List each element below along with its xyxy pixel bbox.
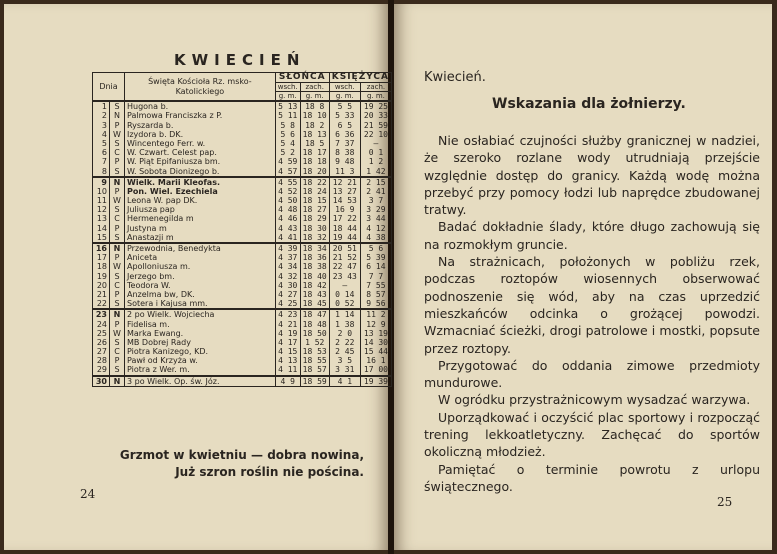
day-number: 29 bbox=[96, 365, 107, 375]
day-number: 16 bbox=[95, 244, 107, 254]
sunrise: 5 13 bbox=[278, 102, 298, 112]
day-number-cell bbox=[93, 376, 110, 387]
moonrise: 6 5 bbox=[337, 120, 353, 130]
feast-name: W. Czwart. Celest pap. bbox=[127, 148, 217, 158]
right-month-label: Kwiecień. bbox=[424, 70, 486, 85]
day-number-cell bbox=[93, 101, 110, 177]
sunrise: 4 21 bbox=[278, 319, 298, 329]
sunrise: 4 15 bbox=[278, 347, 298, 357]
moonrise: 21 52 bbox=[332, 253, 357, 263]
weekday: N bbox=[114, 111, 120, 121]
moonrise: 23 43 bbox=[332, 271, 357, 281]
moonrise: 12 21 bbox=[332, 177, 357, 187]
sunset-cell bbox=[300, 309, 329, 375]
weekday: S bbox=[114, 365, 120, 375]
weekday: C bbox=[114, 347, 120, 357]
day-number: 30 bbox=[95, 376, 107, 386]
moonset: — bbox=[373, 138, 379, 148]
moonset: 16 1 bbox=[366, 356, 386, 366]
col-swieta: Święta Kościoła Rz. msko-Katolickiego bbox=[125, 73, 276, 102]
sunset-cell bbox=[300, 376, 329, 387]
feast-name: Justyna m bbox=[127, 223, 167, 233]
feast-name-cell bbox=[125, 177, 276, 243]
sunrise-cell bbox=[275, 101, 300, 177]
day-number: 1 bbox=[101, 102, 107, 112]
day-number-cell bbox=[93, 243, 110, 309]
calendar-week-row bbox=[93, 243, 392, 309]
sunrise: 5 6 bbox=[280, 129, 295, 139]
moonset: 7 7 bbox=[368, 271, 384, 281]
feast-name: Sotera i Kajusa mm. bbox=[127, 299, 208, 309]
moonset: 0 1 bbox=[368, 148, 384, 158]
moonset: 19 25 bbox=[363, 102, 388, 112]
day-number: 25 bbox=[96, 328, 107, 338]
moonrise: 2 0 bbox=[337, 328, 353, 338]
calendar-week-row bbox=[93, 376, 392, 387]
feast-name: MB Dobrej Rady bbox=[127, 337, 191, 347]
paragraph: W ogródku przystrażnicowym wysadzać warzywa. bbox=[438, 392, 751, 408]
sunrise: 4 25 bbox=[278, 299, 298, 309]
sunset-cell bbox=[300, 177, 329, 243]
sunset: 18 29 bbox=[302, 214, 327, 224]
left-page bbox=[4, 4, 388, 550]
sunrise: 4 11 bbox=[278, 365, 298, 375]
feast-name-cell bbox=[125, 101, 276, 177]
weekday: W bbox=[113, 129, 121, 139]
feast-name: W. Sobota Dionizego b. bbox=[127, 166, 220, 176]
weekday-cell bbox=[110, 243, 125, 309]
feast-name: Piotra Kanizego, KD. bbox=[127, 347, 209, 357]
day-number: 24 bbox=[96, 319, 107, 329]
weekday: S bbox=[114, 138, 120, 148]
feast-name: Piotra z Wer. m. bbox=[127, 365, 190, 375]
sunset: 18 50 bbox=[302, 328, 327, 338]
sunset: 18 2 bbox=[305, 120, 325, 130]
sunset-cell bbox=[300, 243, 329, 309]
sunset: 18 42 bbox=[302, 280, 327, 290]
weekday: N bbox=[113, 177, 121, 187]
sunset-cell bbox=[300, 101, 329, 177]
moonset: 2 15 bbox=[366, 177, 386, 187]
moonrise: 0 14 bbox=[335, 289, 355, 299]
weekday: P bbox=[114, 223, 120, 233]
moonset: 14 30 bbox=[363, 337, 388, 347]
moonset: 2 41 bbox=[366, 186, 386, 196]
feast-name: Pon. Wiel. Ezechiela bbox=[127, 186, 218, 196]
weekday: S bbox=[114, 232, 120, 242]
moonset-cell bbox=[360, 243, 391, 309]
calendar-body bbox=[93, 101, 392, 386]
moonset: 3 29 bbox=[366, 205, 386, 215]
moonset-cell bbox=[360, 101, 391, 177]
sunrise: 4 27 bbox=[278, 289, 298, 299]
sunrise: 4 17 bbox=[278, 337, 298, 347]
weather-saying bbox=[114, 447, 364, 481]
sunrise: 4 48 bbox=[278, 205, 298, 215]
calendar-week-row bbox=[93, 177, 392, 243]
paragraph: Przygotować do oddania zimowe przedmioty mundurowe. bbox=[424, 357, 760, 391]
sunset: 18 34 bbox=[302, 244, 327, 254]
day-number: 6 bbox=[101, 148, 107, 158]
moonrise: 3 5 bbox=[337, 356, 353, 366]
sunrise-cell bbox=[275, 309, 300, 375]
moonrise: 5 5 bbox=[337, 102, 353, 112]
sunrise-cell bbox=[275, 376, 300, 387]
weekday: N bbox=[113, 376, 121, 386]
moonrise: 13 27 bbox=[332, 186, 357, 196]
feast-name: Przewodnia, Benedykta bbox=[127, 244, 221, 254]
moonrise-cell bbox=[329, 309, 360, 375]
sunset: 18 20 bbox=[302, 166, 327, 176]
feast-name: Leona W. pap DK. bbox=[127, 196, 198, 206]
sunrise: 5 11 bbox=[278, 111, 298, 121]
sunset: 18 17 bbox=[302, 148, 327, 158]
calendar-week-row bbox=[93, 101, 392, 177]
feast-name: Izydora b. DK. bbox=[127, 129, 184, 139]
sunrise: 5 4 bbox=[280, 138, 295, 148]
sunrise: 4 19 bbox=[278, 328, 298, 338]
weekday: S bbox=[114, 337, 120, 347]
moon-zach-header: zach. bbox=[360, 83, 391, 92]
day-number: 14 bbox=[96, 223, 107, 233]
moonrise: 2 45 bbox=[335, 347, 355, 357]
month-title: KWIECIEŃ bbox=[174, 51, 306, 69]
sunset: 18 53 bbox=[302, 347, 327, 357]
sunrise: 5 8 bbox=[280, 120, 295, 130]
moonrise: 9 48 bbox=[335, 157, 355, 167]
day-number: 20 bbox=[96, 280, 107, 290]
paragraph: Uporządkować i oczyścić plac sportowy i rozpocząć trening lekkoatletyczny. Zachęcać do sportów okoliczną młodzież. bbox=[424, 409, 760, 460]
sunset: 18 15 bbox=[302, 196, 327, 206]
day-number: 26 bbox=[96, 337, 107, 347]
moonset: 3 44 bbox=[366, 214, 386, 224]
moonset-cell bbox=[360, 177, 391, 243]
day-number: 27 bbox=[96, 347, 107, 357]
feast-name: Ryszarda b. bbox=[127, 120, 174, 130]
moonset: 5 6 bbox=[368, 244, 384, 254]
moonset: 9 56 bbox=[366, 299, 386, 309]
day-number: 28 bbox=[96, 356, 107, 366]
moonrise: 3 31 bbox=[335, 365, 355, 375]
sunrise: 4 43 bbox=[278, 223, 298, 233]
moonrise: 19 44 bbox=[332, 232, 357, 242]
sunrise: 4 59 bbox=[278, 157, 298, 167]
feast-name: 3 po Wielk. Op. św. Józ. bbox=[127, 376, 220, 386]
sunset: 1 52 bbox=[305, 337, 325, 347]
moonset-cell bbox=[360, 376, 391, 387]
moonrise: 1 14 bbox=[335, 310, 355, 320]
feast-name: Marka Ewang. bbox=[127, 328, 184, 338]
feast-name: Hugona b. bbox=[127, 102, 169, 112]
sunrise: 4 32 bbox=[278, 271, 298, 281]
weekday: P bbox=[114, 356, 120, 366]
sun-wsch-unit: g. m. bbox=[275, 92, 300, 102]
moonrise: 0 52 bbox=[335, 299, 355, 309]
weekday-cell bbox=[110, 177, 125, 243]
day-number: 13 bbox=[96, 214, 107, 224]
moonset: 7 55 bbox=[366, 280, 386, 290]
moonrise: 4 1 bbox=[337, 376, 353, 386]
moonset: 19 39 bbox=[363, 376, 388, 386]
sunset: 18 45 bbox=[302, 299, 327, 309]
moon-zach-unit: g. m. bbox=[360, 92, 391, 102]
feast-name: Apolloniusza m. bbox=[127, 262, 191, 272]
moonset: 21 59 bbox=[363, 120, 388, 130]
moonrise: 16 9 bbox=[335, 205, 355, 215]
moonrise: 2 22 bbox=[335, 337, 355, 347]
moonrise: 7 37 bbox=[335, 138, 355, 148]
weekday: S bbox=[114, 166, 120, 176]
moonrise: 6 36 bbox=[335, 129, 355, 139]
sunrise: 4 9 bbox=[280, 376, 295, 386]
weekday: W bbox=[113, 262, 121, 272]
day-number: 8 bbox=[101, 166, 107, 176]
feast-name: Jerzego bm. bbox=[127, 271, 175, 281]
col-dnia: Dnia bbox=[93, 73, 125, 102]
feast-name: Fidelisa m. bbox=[127, 319, 170, 329]
day-number: 4 bbox=[101, 129, 107, 139]
weekday-cell bbox=[110, 309, 125, 375]
feast-name: Wincentego Ferr. w. bbox=[127, 138, 206, 148]
moonset: 8 57 bbox=[366, 289, 386, 299]
sunset: 18 43 bbox=[302, 289, 327, 299]
moonset: 3 7 bbox=[368, 196, 384, 206]
moonset: 17 00 bbox=[363, 365, 388, 375]
weekday: S bbox=[114, 271, 120, 281]
weekday: C bbox=[114, 148, 120, 158]
feast-name-cell bbox=[125, 309, 276, 375]
sunrise-cell bbox=[275, 243, 300, 309]
calendar-week-row bbox=[93, 309, 392, 375]
feast-name: Hermenegilda m bbox=[127, 214, 194, 224]
moon-wsch-unit: g. m. bbox=[329, 92, 360, 102]
day-number: 23 bbox=[95, 310, 107, 320]
moonset: 15 44 bbox=[363, 347, 388, 357]
moonset: 5 39 bbox=[366, 253, 386, 263]
sunset: 18 8 bbox=[305, 102, 325, 112]
moonset: 20 33 bbox=[363, 111, 388, 121]
moonrise: 20 51 bbox=[332, 244, 357, 254]
right-heading: Wskazania dla żołnierzy. bbox=[492, 96, 686, 112]
moonrise: 5 33 bbox=[335, 111, 355, 121]
moonrise-cell bbox=[329, 243, 360, 309]
day-number: 3 bbox=[101, 120, 107, 130]
calendar-table bbox=[92, 72, 392, 387]
sunset: 18 38 bbox=[302, 262, 327, 272]
page-number-right: 25 bbox=[717, 495, 733, 509]
sunset: 18 18 bbox=[302, 157, 327, 167]
weekday: N bbox=[113, 310, 121, 320]
moonset: 1 42 bbox=[366, 166, 386, 176]
sunset: 18 24 bbox=[302, 186, 327, 196]
sunset: 18 32 bbox=[302, 232, 327, 242]
right-body bbox=[424, 132, 760, 495]
weekday: S bbox=[114, 299, 120, 309]
day-number: 9 bbox=[101, 177, 107, 187]
moonset: 22 10 bbox=[363, 129, 388, 139]
day-number: 5 bbox=[101, 138, 107, 148]
day-number: 2 bbox=[101, 111, 107, 121]
moonrise-cell bbox=[329, 376, 360, 387]
paragraph: Pamiętać o terminie powrotu z urlopu świątecznego. bbox=[424, 461, 760, 494]
weekday-cell bbox=[110, 376, 125, 387]
col-ksiezyca: KSIĘŻYCA bbox=[329, 73, 391, 83]
moonset: 6 14 bbox=[366, 262, 386, 272]
moonrise: 18 44 bbox=[332, 223, 357, 233]
moonset: 13 19 bbox=[363, 328, 388, 338]
sunrise: 4 13 bbox=[278, 356, 298, 366]
sunset: 18 36 bbox=[302, 253, 327, 263]
right-page bbox=[394, 4, 772, 550]
sunrise: 4 30 bbox=[278, 280, 298, 290]
moonrise: 8 38 bbox=[335, 148, 355, 158]
moonrise-cell bbox=[329, 177, 360, 243]
feast-name: Juliusza pap bbox=[127, 205, 175, 215]
feast-name-cell bbox=[125, 376, 276, 387]
sunset: 18 27 bbox=[302, 205, 327, 215]
moonrise-cell bbox=[329, 101, 360, 177]
day-number: 15 bbox=[96, 232, 107, 242]
sun-zach-unit: g. m. bbox=[300, 92, 329, 102]
sunrise: 4 55 bbox=[278, 177, 298, 187]
sunset: 18 40 bbox=[302, 271, 327, 281]
moonrise: 22 47 bbox=[332, 262, 357, 272]
paragraph: Na strażnicach, położonych w pobliżu rzek, podczas roztopów wiosennych obserwować podnoszenie się wód, aby na czas uprzedzić mieszkańców odcinka o grożącej powodzi. Wzmacniać ścieżki, drogi patrolowe i mostki, popsute przez roztopy. bbox=[424, 254, 760, 356]
feast-name-cell bbox=[125, 243, 276, 309]
sun-zach-header: zach. bbox=[300, 83, 329, 92]
sunrise: 4 50 bbox=[278, 196, 298, 206]
weekday: S bbox=[114, 205, 120, 215]
sunset: 18 13 bbox=[302, 129, 327, 139]
sunset: 18 55 bbox=[302, 356, 327, 366]
feast-name: W. Piąt Epifaniusza bm. bbox=[127, 157, 221, 167]
weekday: W bbox=[113, 328, 121, 338]
feast-name: Wielk. Marii Kleofas. bbox=[127, 177, 220, 187]
sunset: 18 59 bbox=[302, 376, 327, 386]
moonset: 4 12 bbox=[366, 223, 386, 233]
moonrise: 11 3 bbox=[335, 166, 355, 176]
sunrise: 4 41 bbox=[278, 232, 298, 242]
day-number: 19 bbox=[96, 271, 107, 281]
sunset: 18 10 bbox=[302, 111, 327, 121]
weekday: P bbox=[114, 253, 120, 263]
page-number-left: 24 bbox=[80, 487, 96, 501]
moon-wsch-header: wsch. bbox=[329, 83, 360, 92]
feast-name: Palmowa Franciszka z P. bbox=[127, 111, 223, 121]
sunset: 18 5 bbox=[305, 138, 325, 148]
weekday: P bbox=[114, 120, 120, 130]
sunrise: 4 46 bbox=[278, 214, 298, 224]
sunset: 18 47 bbox=[302, 310, 327, 320]
weekday: P bbox=[114, 186, 120, 196]
moonrise: 14 53 bbox=[332, 196, 357, 206]
sunset: 18 22 bbox=[302, 177, 327, 187]
moonset: 12 9 bbox=[366, 319, 386, 329]
day-number: 22 bbox=[96, 299, 107, 309]
sunrise: 4 39 bbox=[278, 244, 298, 254]
weekday: P bbox=[114, 319, 120, 329]
day-number: 21 bbox=[96, 289, 107, 299]
sunrise: 5 2 bbox=[280, 148, 295, 158]
moonrise: — bbox=[342, 280, 348, 290]
col-slonca: SŁOŃCA bbox=[275, 73, 329, 83]
day-number: 11 bbox=[96, 196, 107, 206]
paragraph: Badać dokładnie ślady, które długo zachowują się na rozmokłym gruncie. bbox=[424, 219, 760, 252]
sunrise-cell bbox=[275, 177, 300, 243]
weekday-cell bbox=[110, 101, 125, 177]
day-number-cell bbox=[93, 177, 110, 243]
sunset: 18 30 bbox=[302, 223, 327, 233]
moonrise: 1 38 bbox=[335, 319, 355, 329]
day-number: 12 bbox=[96, 205, 107, 215]
weekday: W bbox=[113, 196, 121, 206]
weekday: S bbox=[114, 102, 120, 112]
feast-name: Anastazji m bbox=[127, 232, 174, 242]
moonset: 11 2 bbox=[366, 310, 386, 320]
feast-name: 2 po Wielk. Wojciecha bbox=[127, 310, 215, 320]
weekday: P bbox=[114, 289, 120, 299]
saying-line-1: Grzmot w kwietniu — dobra nowina, bbox=[119, 448, 364, 462]
paragraph: Nie osłabiać czujności służby granicznej w nadziei, że szeroko rozlane wody utrudniają przejście względnie dostęp do granicy. Każdą wodę można przebyć przy pomocy łodzi lub naprędce zbudowanej tratwy. bbox=[424, 133, 760, 218]
sunrise: 4 52 bbox=[278, 186, 298, 196]
feast-name: Teodora W. bbox=[127, 280, 171, 290]
saying-line-2: Już szron roślin nie pościna. bbox=[175, 465, 364, 479]
moonset: 1 2 bbox=[368, 157, 384, 167]
feast-name: Pawł od Krzyża w. bbox=[127, 356, 198, 366]
sunset: 18 57 bbox=[302, 365, 327, 375]
moonset: 4 38 bbox=[366, 232, 386, 242]
feast-name: Anzelma bw, DK. bbox=[127, 289, 195, 299]
weekday: P bbox=[114, 157, 120, 167]
moonset-cell bbox=[360, 309, 391, 375]
sunrise: 4 23 bbox=[278, 310, 298, 320]
day-number: 10 bbox=[96, 186, 107, 196]
day-number: 17 bbox=[96, 253, 107, 263]
moonrise: 17 22 bbox=[332, 214, 357, 224]
sunrise: 4 57 bbox=[278, 166, 298, 176]
weekday: C bbox=[114, 280, 120, 290]
sun-wsch-header: wsch. bbox=[275, 83, 300, 92]
weekday: C bbox=[114, 214, 120, 224]
weekday: N bbox=[113, 244, 121, 254]
sunrise: 4 37 bbox=[278, 253, 298, 263]
sunrise: 4 34 bbox=[278, 262, 298, 272]
day-number: 7 bbox=[101, 157, 107, 167]
sunset: 18 48 bbox=[302, 319, 327, 329]
feast-name: Aniceta bbox=[127, 253, 158, 263]
day-number: 18 bbox=[96, 262, 107, 272]
day-number-cell bbox=[93, 309, 110, 375]
